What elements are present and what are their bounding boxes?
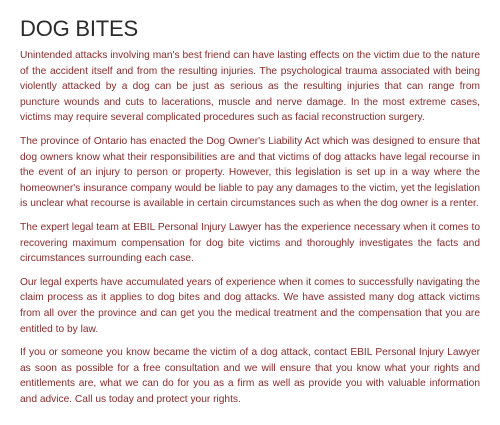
paragraph-experience: Our legal experts have accumulated years of experience when it comes to successfully navigating the claim process as it applies to dog bites and dog attacks. We have assisted many dog attack victims from all over the province and can get you the medical treatment and the compensation that you are entitled to by law. [20,276,480,335]
page-title: DOG BITES [20,16,138,41]
paragraph-legal-team: The expert legal team at EBIL Personal Injury Lawyer has the experience necessary when it comes to recovering maximum compensation for dog bite victims and thoroughly investigates the facts and circumstances surrounding each case. [20,221,480,265]
article [20,15,480,407]
paragraph-intro: Unintended attacks involving man's best friend can have lasting effects on the victim due to the nature of the accident itself and from the resulting injuries. The psychological trauma associated with being violently attacked by a dog can be just as serious as the resulting injuries that can range from puncture wounds and cuts to lacerations, muscle and nerve damage. In the most extreme cases, victims may require several complicated procedures such as facial reconstruction surgery. [20,50,480,124]
paragraph-contact: If you or someone you know became the victim of a dog attack, contact EBIL Personal Injury Lawyer as soon as possible for a free consultation and we will ensure that you know what your rights and entitlements are, what we can do for you as a firm as well as provide you with valuable information and advice. Call us today and protect your rights. [20,347,480,405]
paragraph-ontario-act: The province of Ontario has enacted the Dog Owner's Liability Act which was designed to ensure that dog owners know what their responsibilities are and that victims of dog attacks have legal recourse in the event of an injury to person or property. However, this legislation is set up in a way where the homeowner's insurance company would be liable to pay any damages to the victim, yet the legislation is unclear what recourse is available in certain circumstances such as when the dog owner is a renter. [20,135,480,210]
